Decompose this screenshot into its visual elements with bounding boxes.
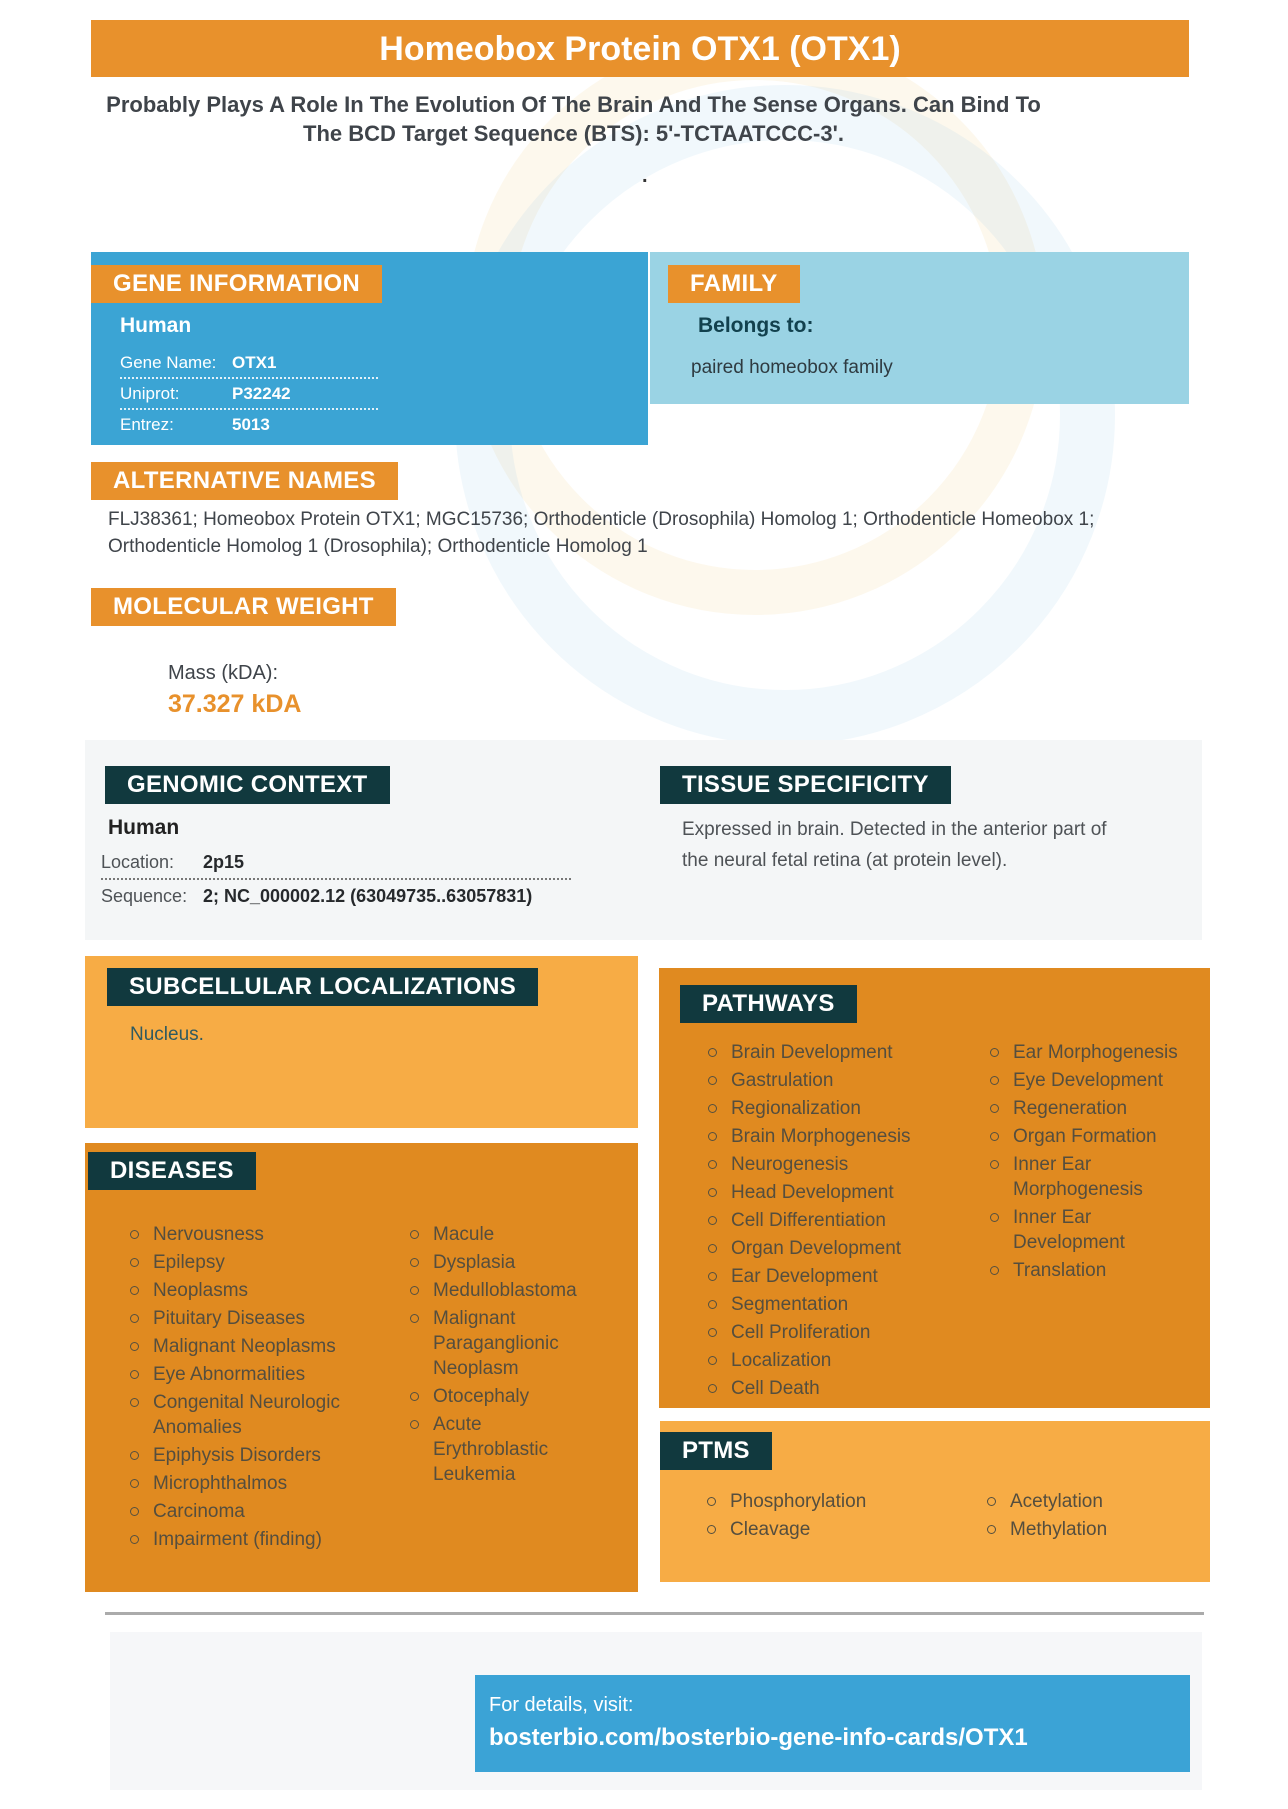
family-value: paired homeobox family [691, 357, 893, 378]
list-item: Segmentation [706, 1292, 941, 1317]
list-item: Translation [988, 1258, 1193, 1283]
list-item: Brain Development [706, 1040, 941, 1065]
sequence-value: 2; NC_000002.12 (63049735..63057831) [203, 886, 533, 906]
family-heading: FAMILY [668, 265, 800, 303]
pathways-list-col2 [988, 1040, 1193, 1286]
list-item: Neoplasms [128, 1278, 353, 1303]
list-item: Ear Morphogenesis [988, 1040, 1193, 1065]
list-item: Inner Ear Development [988, 1205, 1193, 1255]
alternative-names-text: FLJ38361; Homeobox Protein OTX1; MGC15736; Orthodenticle (Drosophila) Homolog 1; Orthodenticle Homeobox 1; Orthodenticle Homolog 1 (Drosophila); Orthodenticle Homolog 1 [108, 509, 1095, 557]
list-item: Epiphysis Disorders [128, 1443, 353, 1468]
genomic-tissue-panel [85, 740, 1202, 940]
ptms-list-col1 [705, 1489, 925, 1545]
list-item: Regionalization [706, 1096, 941, 1121]
gene-name-value: OTX1 [232, 353, 277, 372]
list-item: Microphthalmos [128, 1471, 353, 1496]
list-item: Phosphorylation [705, 1489, 925, 1514]
list-item: Cell Death [706, 1376, 941, 1401]
pathways-panel [659, 968, 1210, 1408]
list-item: Macule [408, 1222, 583, 1247]
list-item: Nervousness [128, 1222, 353, 1247]
subcellular-localizations-heading: SUBCELLULAR LOCALIZATIONS [107, 968, 538, 1006]
list-item: Neurogenesis [706, 1152, 941, 1177]
list-item: Carcinoma [128, 1499, 353, 1524]
list-item: Cell Differentiation [706, 1208, 941, 1233]
subcellular-localizations-panel [85, 956, 638, 1128]
diseases-heading: DISEASES [88, 1152, 256, 1190]
visit-label: For details, visit: [489, 1694, 634, 1716]
footer-divider [105, 1612, 1204, 1615]
genomic-context-rows [101, 846, 571, 912]
ptms-heading: PTMS [660, 1432, 772, 1470]
subcellular-localizations-text: Nucleus. [130, 1024, 204, 1045]
page-title: Homeobox Protein OTX1 (OTX1) [91, 20, 1189, 77]
genomic-species-label: Human [108, 816, 180, 839]
sequence-row [101, 880, 571, 912]
ptms-list-col2 [985, 1489, 1185, 1545]
diseases-list-col2 [408, 1222, 583, 1490]
list-item: Ear Development [706, 1264, 941, 1289]
gene-information-rows [120, 348, 378, 439]
alternative-names-heading: ALTERNATIVE NAMES [91, 462, 398, 500]
list-item: Head Development [706, 1180, 941, 1205]
uniprot-label: Uniprot: [120, 384, 180, 403]
list-item: Gastrulation [706, 1068, 941, 1093]
tissue-specificity-heading: TISSUE SPECIFICITY [660, 766, 951, 804]
list-item: Methylation [985, 1517, 1185, 1542]
genomic-context-heading: GENOMIC CONTEXT [105, 766, 390, 804]
list-item: Impairment (finding) [128, 1527, 353, 1552]
mass-label: Mass (kDA): [168, 662, 278, 684]
uniprot-value: P32242 [232, 384, 291, 403]
sequence-label: Sequence: [101, 886, 188, 906]
entrez-row [120, 410, 378, 439]
ptms-panel [660, 1421, 1210, 1582]
entrez-value: 5013 [232, 415, 270, 434]
molecular-weight-heading: MOLECULAR WEIGHT [91, 588, 396, 626]
protein-function-subtitle: Probably Plays A Role In The Evolution Of The Brain And The Sense Organs. Can Bind To The BCD Target Sequence (BTS): 5'-TCTAATCCC-3'. [106, 92, 1041, 146]
location-row [101, 846, 571, 880]
gene-information-heading: GENE INFORMATION [91, 265, 382, 303]
list-item: Organ Development [706, 1236, 941, 1261]
list-item: Medulloblastoma [408, 1278, 583, 1303]
diseases-list-col1 [128, 1222, 353, 1555]
pathways-heading: PATHWAYS [680, 985, 857, 1023]
tissue-specificity-text: Expressed in brain. Detected in the anterior part of the neural fetal retina (at protein level). [682, 819, 1107, 871]
list-item: Malignant Neoplasms [128, 1334, 353, 1359]
list-item: Inner Ear Morphogenesis [988, 1152, 1193, 1202]
location-value: 2p15 [203, 852, 245, 872]
pathways-list-col1 [706, 1040, 941, 1404]
belongs-to-label: Belongs to: [698, 314, 814, 337]
footer-visit-box [475, 1675, 1190, 1772]
gene-information-panel [91, 252, 648, 445]
location-label: Location: [101, 852, 175, 872]
stray-dot: . [642, 165, 648, 187]
list-item: Dysplasia [408, 1250, 583, 1275]
footer-panel [110, 1632, 1202, 1790]
list-item: Eye Development [988, 1068, 1193, 1093]
list-item: Acetylation [985, 1489, 1185, 1514]
visit-url-link[interactable]: bosterbio.com/bosterbio-gene-info-cards/OTX1 [489, 1724, 1028, 1751]
list-item: Otocephaly [408, 1384, 583, 1409]
list-item: Cell Proliferation [706, 1320, 941, 1345]
list-item: Brain Morphogenesis [706, 1124, 941, 1149]
gene-name-row [120, 348, 378, 379]
list-item: Localization [706, 1348, 941, 1373]
list-item: Organ Formation [988, 1124, 1193, 1149]
list-item: Regeneration [988, 1096, 1193, 1121]
list-item: Acute Erythroblastic Leukemia [408, 1412, 583, 1487]
entrez-label: Entrez: [120, 415, 174, 434]
diseases-panel [85, 1143, 638, 1592]
list-item: Epilepsy [128, 1250, 353, 1275]
list-item: Eye Abnormalities [128, 1362, 353, 1387]
list-item: Cleavage [705, 1517, 925, 1542]
gene-name-label: Gene Name: [120, 353, 217, 372]
list-item: Congenital Neurologic Anomalies [128, 1390, 353, 1440]
uniprot-row [120, 379, 378, 410]
family-panel [650, 252, 1189, 404]
list-item: Pituitary Diseases [128, 1306, 353, 1331]
species-label: Human [120, 314, 192, 337]
mass-value: 37.327 kDA [168, 690, 302, 718]
list-item: Malignant Paraganglionic Neoplasm [408, 1306, 583, 1381]
